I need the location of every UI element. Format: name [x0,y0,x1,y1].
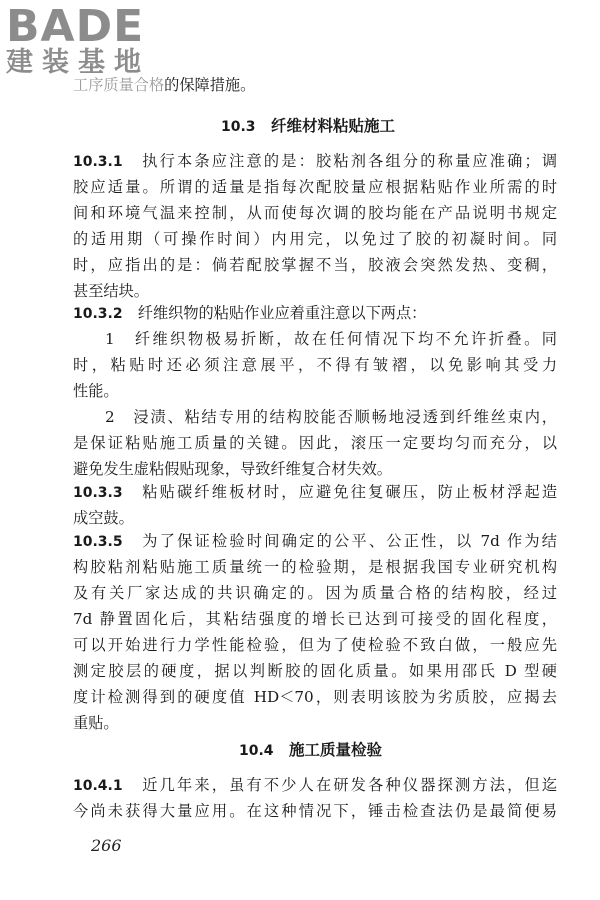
text-line: 1 纤维织物极易折断，故在任何情况下均不允许折叠。同 [105,330,557,348]
text-line [73,483,557,502]
line-text: 粘贴碳纤维板材时，应避免往复碾压，防止板材浮起造 [142,483,558,501]
logo-chinese: 建装基地 [6,47,150,78]
section-heading-10-4 [239,741,382,760]
text-line: 性能。 [73,382,119,400]
clause-number: 10.4.1 [73,778,123,794]
section-title: 纤维材料粘贴施工 [270,116,395,135]
section-heading-10-3 [221,117,395,136]
text-line: 今尚未获得大量应用。在这种情况下，锤击检查法仍是最简便易 [73,802,557,820]
clause-number: 10.3.3 [73,485,123,501]
text-line: 避免发生虚粘假贴现象，导致纤维复合材失效。 [73,460,392,478]
text-line: 是保证粘贴施工质量的关键。因此，滚压一定要均匀而充分，以 [73,434,557,452]
text-line: 及有关厂家达成的共识确定的。因为质量合格的结构胶，经过 [73,584,557,602]
text-line [73,776,557,795]
section-number: 10.4 [239,743,274,759]
line-text: 执行本条应注意的是：胶粘剂各组分的称量应准确；调 [142,152,558,170]
text-line: 时，粘贴时还必须注意展平，不得有皱褶，以免影响其受力 [73,356,557,374]
clause-number: 10.3.2 [73,306,123,322]
text-line: 可以开始进行力学性能检验，但为了使检验不致白做，一般应先 [73,636,557,654]
text-line [73,304,426,323]
top-line [73,76,255,94]
text-line: 成空鼓。 [73,509,134,527]
text-line: 度计检测得到的硬度值 HD＜70，则表明该胶为劣质胶，应揭去 [73,688,557,706]
text-line: 重贴。 [73,714,119,732]
line-text: 为了保证检验时间确定的公平、公正性，以 7d 作为结 [142,532,557,550]
clause-number: 10.3.1 [73,154,123,170]
line-text: 纤维织物的粘贴作业应着重注意以下两点： [137,304,427,322]
line-text: 近几年来，虽有不少人在研发各种仪器探测方法，但迄 [142,776,558,794]
top-line-text: 的保障措施。 [164,76,256,94]
text-line: 测定胶层的硬度，据以判断胶的固化质量。如果用邵氏 D 型硬 [73,662,557,680]
text-line: 2 浸渍、粘结专用的结构胶能否顺畅地浸透到纤维丝束内， [105,408,557,426]
logo-brand: BADE [6,1,145,52]
text-line: 时，应指出的是：倘若配胶掌握不当，胶液会突然发热、变稠， [73,256,557,274]
text-line: 7d 静置固化后，其粘结强度的增长已达到可接受的固化程度， [73,610,557,628]
text-line: 的适用期（可操作时间）内用完，以免过了胶的初凝时间。同 [73,230,557,248]
text-line: 构胶粘剂粘贴施工质量统一的检验期，是根据我国专业研究机构 [73,558,557,576]
text-line: 甚至结块。 [73,282,149,300]
top-line-faint: 工序质量合格 [73,76,165,94]
text-line [73,532,557,551]
text-line: 间和环境气温来控制，从而使每次调的胶均能在产品说明书规定 [73,204,557,222]
section-number: 10.3 [221,119,256,135]
section-title: 施工质量检验 [288,740,382,759]
text-line: 胶应适量。所谓的适量是指每次配胶量应根据粘贴作业所需的时 [73,178,557,196]
bade-logo [6,1,176,78]
clause-number: 10.3.5 [73,534,123,550]
page-number: 266 [91,836,122,855]
text-line [73,152,557,171]
